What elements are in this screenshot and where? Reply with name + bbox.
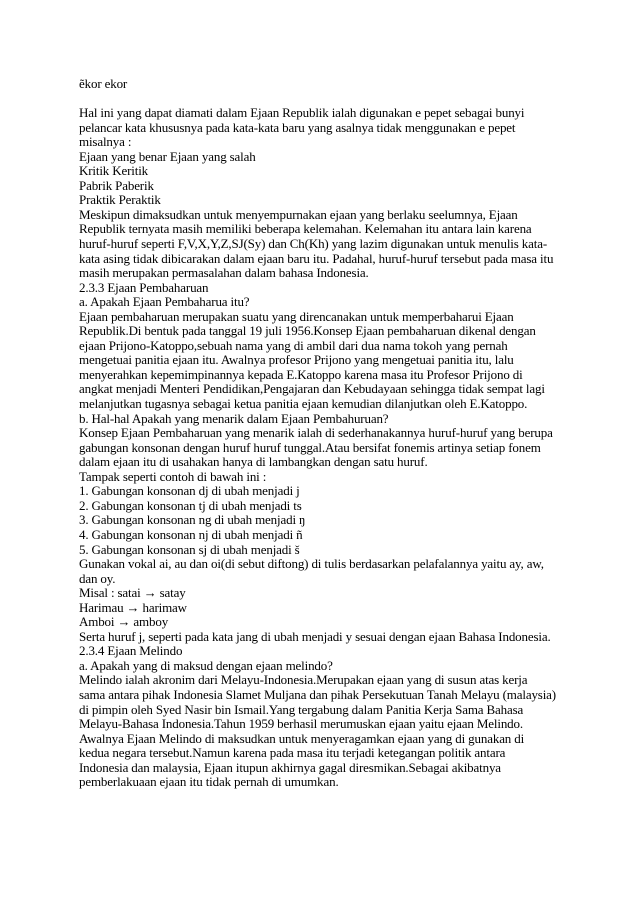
text-line: Harimau → harimaw [79, 600, 187, 615]
text-line: gabungan konsonan dengan huruf huruf tunggal.Atau bersifat fonemis artinya setiap fonem [79, 440, 541, 455]
document-page [79, 77, 559, 790]
text-line: 1. Gabungan konsonan dj di ubah menjadi j [79, 484, 300, 499]
text-line: a. Apakah Ejaan Pembaharua itu? [79, 295, 250, 310]
text-line: Tampak seperti contoh di bawah ini : [79, 469, 267, 484]
text-line: Ejaan yang benar Ejaan yang salah [79, 149, 256, 164]
text-line: Ejaan pembaharuan merupakan suatu yang direncanakan untuk memperbaharui Ejaan [79, 309, 514, 324]
text-line: 4. Gabungan konsonan nj di ubah menjadi ñ [79, 527, 303, 542]
text-line: 5. Gabungan konsonan sj di ubah menjadi š [79, 542, 300, 557]
first-line: ẽkor ekor [79, 77, 128, 91]
text-line: sama antara pihak Indonesia Slamet Muljana dan pihak Persekutuan Tanah Melayu (malaysia) [79, 687, 556, 702]
text-line: Konsep Ejaan Pembaharuan yang menarik ialah di sederhanakannya huruf-huruf yang berupa [79, 426, 553, 441]
text-line: Serta huruf j, seperti pada kata jang di ubah menjadi y sesuai dengan ejaan Bahasa Indonesia. [79, 629, 551, 644]
text-line: melanjutkan tugasnya sebagai ketua panitia ejaan kemudian dilanjutkan oleh E.Katoppo. [79, 397, 528, 412]
text-line: dan oy. [79, 571, 116, 586]
text-line: kata asing tidak dibicarakan dalam ejaan baru itu. Padahal, huruf-huruf tersebut pada masa itu [79, 251, 554, 266]
text-line: angkat menjadi Menteri Pendidikan,Pengajaran dan Kebudayaan sehingga tidak sempat lagi [79, 382, 545, 397]
text-line: a. Apakah yang di maksud dengan ejaan melindo? [79, 658, 333, 673]
text-line: ejaan Prijono-Katoppo,sebuah nama yang di ambil dari dua nama tokoh yang pernah [79, 338, 508, 353]
text-line: di pimpin oleh Syed Nasir bin Ismail.Yang tergabung dalam Panitia Kerja Sama Bahasa [79, 702, 524, 717]
text-line: 3. Gabungan konsonan ng di ubah menjadi ŋ [79, 513, 306, 528]
text-line: masih merupakan permasalahan dalam bahasa Indonesia. [79, 266, 369, 281]
text-line: Kritik Keritik [79, 164, 149, 179]
text-line: mengetuai panitia ejaan itu. Awalnya profesor Prijono yang mengetuai panitia itu, lalu [79, 353, 514, 368]
text-line: Praktik Peraktik [79, 193, 161, 208]
text-line: pemberlakuaan ejaan itu tidak pernah di umumkan. [79, 775, 339, 790]
text-line: Republik ternyata masih memiliki beberapa kelemahan. Kelemahan itu antara lain karena [79, 222, 532, 237]
text-line: Gunakan vokal ai, au dan oi(di sebut diftong) di tulis berdasarkan pelafalannya yaitu ay, aw, [79, 557, 544, 572]
text-line: Awalnya Ejaan Melindo di maksudkan untuk menyeragamkan ejaan yang di gunakan di [79, 731, 525, 746]
text-line: Amboi → amboy [79, 615, 169, 630]
text-line: Republik.Di bentuk pada tanggal 19 juli 1956.Konsep Ejaan pembaharuan dikenal dengan [79, 324, 536, 339]
text-line: kedua negara tersebut.Namun karena pada masa itu terjadi ketegangan politik antara [79, 746, 506, 761]
text-line: Indonesia dan malaysia, Ejaan itupun akhirnya gagal diresmikan.Sebagai akibatnya [79, 760, 501, 775]
text-line: menyerahkan kepemimpinannya kepada E.Katoppo karena masa itu Profesor Prijono di [79, 367, 523, 382]
text-line: Melindo ialah akronim dari Melayu-Indonesia.Merupakan ejaan yang di susun atas kerja [79, 673, 528, 688]
text-line: misalnya : [79, 135, 132, 150]
text-line: Hal ini yang dapat diamati dalam Ejaan Republik ialah digunakan e pepet sebagai bunyi [79, 106, 525, 121]
text-line: pelancar kata khususnya pada kata-kata baru yang asalnya tidak menggunakan e pepet [79, 120, 516, 135]
text-line: Misal : satai → satay [79, 586, 186, 601]
paragraph-spacer [79, 92, 559, 107]
text-line: 2.3.3 Ejaan Pembaharuan [79, 280, 209, 295]
text-line: 2.3.4 Ejaan Melindo [79, 644, 183, 659]
text-line: Pabrik Paberik [79, 178, 154, 193]
text-line: 2. Gabungan konsonan tj di ubah menjadi ts [79, 498, 302, 513]
text-line: b. Hal-hal Apakah yang menarik dalam Ejaan Pembahuruan? [79, 411, 389, 426]
text-line: Meskipun dimaksudkan untuk menyempurnakan ejaan yang berlaku seelumnya, Ejaan [79, 207, 518, 222]
text-line: Melayu-Bahasa Indonesia.Tahun 1959 berhasil merumuskan ejaan yaitu ejaan Melindo. [79, 717, 523, 732]
document-body [79, 106, 559, 790]
text-line: huruf-huruf seperti F,V,X,Y,Z,SJ(Sy) dan Ch(Kh) yang lazim digunakan untuk menulis kata- [79, 237, 548, 252]
text-line: dalam ejaan itu di usahakan hanya di lambangkan dengan satu huruf. [79, 455, 428, 470]
